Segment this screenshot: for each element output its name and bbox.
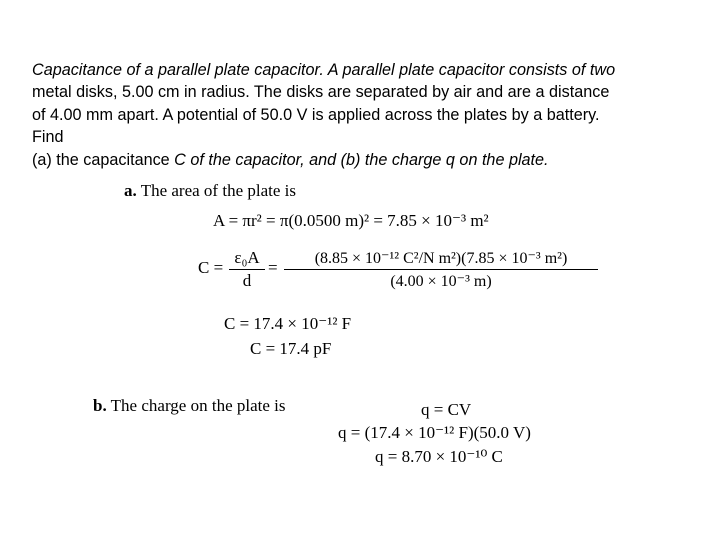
charge-substitution: q = (17.4 × 10⁻¹² F)(50.0 V)	[338, 423, 531, 442]
problem-line-5	[32, 149, 712, 171]
fraction-bar	[229, 269, 265, 270]
capacitance-result-pf: C = 17.4 pF	[250, 339, 332, 358]
problem-line-5a: (a) the capacitance	[32, 150, 175, 169]
capacitance-substitution	[284, 248, 598, 291]
problem-line-5b: C of the capacitor, and (b) the charge	[174, 150, 446, 169]
charge-result: q = 8.70 × 10⁻¹⁰ C	[375, 447, 503, 466]
capacitance-fraction-denominator: d	[242, 271, 252, 290]
part-b-text: The charge on the plate is	[110, 396, 286, 415]
area-equation: A = πr² = π(0.0500 m)² = 7.85 × 10⁻³ m²	[213, 211, 489, 230]
problem-line-5c: q	[445, 150, 455, 169]
part-a-label: a.	[124, 181, 137, 200]
problem-line-2: metal disks, 5.00 cm in radius. The disks are separated by air and are a distance	[32, 83, 610, 102]
fraction-bar	[284, 269, 598, 270]
problem-line-1	[32, 59, 712, 81]
capacitance-substitution-numerator: (8.85 × 10⁻¹² C²/N m²)(7.85 × 10⁻³ m²)	[314, 250, 568, 267]
problem-line-5d: on the plate.	[454, 150, 549, 169]
problem-line-3: of 4.00 mm apart. A potential of 50.0 V is applied across the plates by a battery.	[32, 105, 600, 124]
capacitance-result-farads: C = 17.4 × 10⁻¹² F	[224, 314, 352, 333]
capacitance-fraction-numerator: ε₀A	[234, 248, 260, 267]
charge-equation: q = CV	[421, 400, 472, 419]
capacitance-fraction	[229, 248, 265, 291]
capacitance-equals: =	[268, 258, 278, 277]
part-a-text: The area of the plate is	[140, 181, 296, 200]
part-b-heading	[93, 396, 286, 416]
problem-statement	[32, 59, 712, 171]
capacitance-substitution-denominator: (4.00 × 10⁻³ m)	[390, 273, 492, 290]
part-a-heading	[124, 181, 296, 201]
part-b-label: b.	[93, 396, 107, 415]
problem-line-4: Find	[32, 128, 64, 147]
problem-title: Capacitance of a parallel plate capacitor.	[32, 61, 324, 79]
capacitance-lhs: C =	[198, 258, 224, 277]
problem-line-1-rest: A parallel plate capacitor consists of two	[323, 61, 616, 79]
